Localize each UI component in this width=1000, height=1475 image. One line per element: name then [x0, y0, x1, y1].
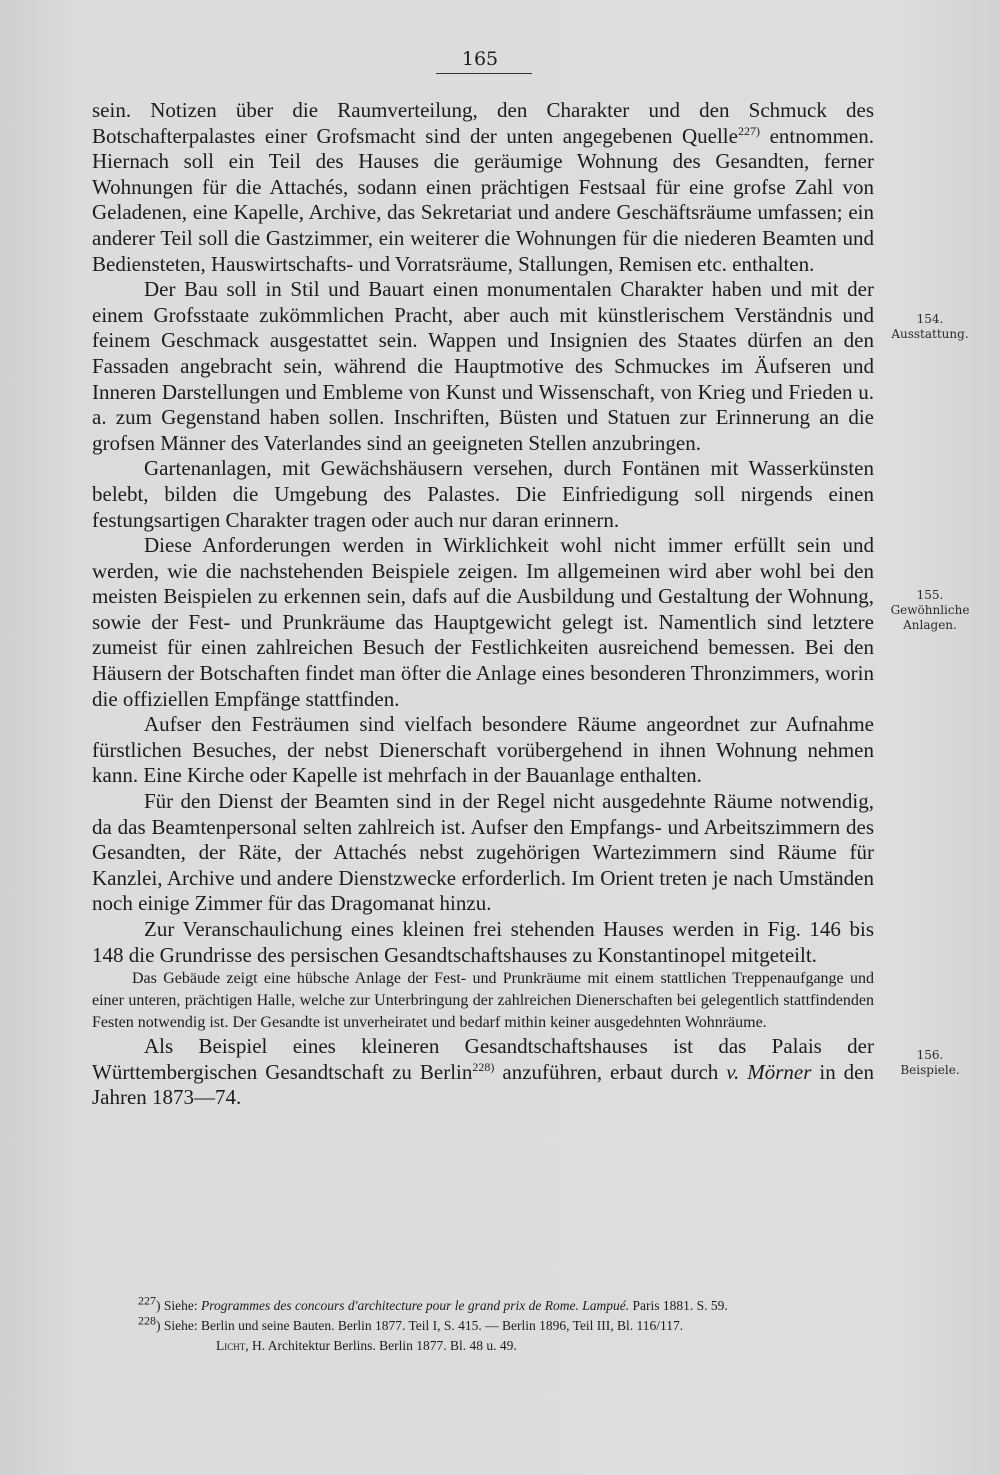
text-run: Das Gebäude zeigt eine hübsche Anlage der Fest- und Prunkräume mit einem stattlichen Treppenaufgange und einer unteren, prächtigen Halle, welche zur Unterbringung der zahlreichen Dienerschaften bei gelegentlich stattfindenden Festen notwendig ist. Der Gesandte ist unverheiratet und bedarf mithin keiner ausgedehnten Wohnräume.	[92, 970, 874, 1032]
paragraph	[92, 1034, 874, 1111]
margin-note-label: Gewöhnliche Anlagen.	[890, 603, 970, 632]
small-print-paragraph	[92, 968, 874, 1034]
margin-note-beispiele	[880, 1048, 980, 1078]
margin-note-ausstattung	[880, 312, 980, 342]
text-run: Der Bau soll in Stil und Bauart einen monumentalen Charakter haben und mit der einem Grofsstaate zukömmlichen Pracht, aber auch mit künstlerischem Verständnis und feinem Geschmack ausgestattet sein. Wappen und Insignien des Staates dürfen an den Fassaden angebracht sein, während die Hauptmotive des Schmuckes im Äufseren und Inneren Darstellungen und Embleme von Kunst und Wissenschaft, von Krieg und Frieden u. a. zum Gegenstand haben sollen. Inschriften, Büsten und Statuen zur Erinnerung an die grofsen Männer des Vaterlandes sind an geeigneten Stellen anzubringen.	[92, 277, 874, 455]
margin-note-number: 155.	[916, 588, 944, 602]
paragraph	[92, 456, 874, 533]
paragraph	[92, 917, 874, 968]
body-text	[92, 98, 874, 1111]
text-run: Gartenanlagen, mit Gewächshäusern versehen, durch Fontänen mit Wasserkünsten belebt, bilden die Umgebung des Palastes. Die Einfriedigung soll nirgends einen festungsartigen Charakter tragen oder auch nur daran erinnern.	[92, 456, 874, 532]
margin-note-gewoehnliche-anlagen	[880, 588, 980, 633]
text-run: entnommen. Hiernach soll ein Teil des Hauses die geräumige Wohnung des Gesandten, ferner Wohnungen für die Attachés, sodann einen prächtigen Festsaal für eine grofse Zahl von Geladenen, eine Kapelle, Archive, das Sekretariat und andere Geschäftsräume umfassen; ein anderer Teil soll die Gastzimmer, ein weiterer die Wohnungen für die niederen Beamten und Bediensteten, Hauswirtschafts- und Vorratsräume, Stallungen, Remisen etc. enthalten.	[92, 123, 874, 276]
footnote-ref: 227)	[737, 123, 760, 138]
footnote-ref: 227	[138, 1293, 156, 1308]
text-run: anzuführen, erbaut durch	[494, 1059, 727, 1084]
footnote-ref: 228	[138, 1313, 156, 1328]
footnotes	[138, 1293, 878, 1356]
small-caps-text: Licht	[216, 1338, 246, 1353]
footnote-ref: 228)	[472, 1059, 495, 1074]
page-number: 165	[461, 48, 499, 70]
page-number-rule	[436, 73, 532, 74]
text-run: in den Jahren 1873—74.	[92, 1059, 874, 1110]
footnote	[138, 1336, 878, 1356]
footnote	[138, 1293, 878, 1316]
italic-text: Programmes des concours d'architecture pour le grand prix de Rome. Lampué.	[201, 1298, 630, 1313]
margin-note-number: 156.	[916, 1048, 944, 1062]
paragraph	[92, 98, 874, 277]
paragraph	[92, 789, 874, 917]
text-run: ) Siehe: Berlin und seine Bauten. Berlin 1877. Teil I, S. 415. — Berlin 1896, Teil III, Bl. 116/117.	[156, 1318, 684, 1333]
margin-note-label: Ausstattung.	[891, 327, 969, 341]
margin-note-number: 154.	[916, 312, 944, 326]
footnote	[138, 1313, 878, 1336]
text-run: , H. Architektur Berlins. Berlin 1877. Bl. 48 u. 49.	[245, 1338, 517, 1353]
text-run: Paris 1881. S. 59.	[629, 1298, 728, 1313]
text-run: ) Siehe:	[156, 1298, 201, 1313]
text-run: sein. Notizen über die Raumverteilung, den Charakter und den Schmuck des Botschafterpalastes einer Grofsmacht sind der unten angegebenen Quelle	[92, 98, 874, 148]
paragraph	[92, 277, 874, 456]
paragraph	[92, 533, 874, 712]
italic-text: v. Mörner	[726, 1059, 812, 1084]
paragraph	[92, 712, 874, 789]
text-run: Für den Dienst der Beamten sind in der Regel nicht ausgedehnte Räume notwendig, da das Beamtenpersonal selten zahlreich ist. Aufser den Empfangs- und Arbeitszimmern des Gesandten, der Räte, der Attachés nebst zugehörigen Wartezimmern sind Räume für Kanzlei, Archive und andere Dienstzwecke erforderlich. Im Orient treten je nach Umständen noch einige Zimmer für das Dragomanat hinzu.	[92, 789, 874, 916]
text-run: Zur Veranschaulichung eines kleinen frei stehenden Hauses werden in Fig. 146 bis 148 die Grundrisse des persischen Gesandtschaftshauses zu Konstantinopel mitgeteilt.	[92, 917, 874, 967]
margin-note-label: Beispiele.	[900, 1063, 960, 1077]
text-run: Aufser den Festräumen sind vielfach besondere Räume angeordnet zur Aufnahme fürstlichen Besuches, der nebst Dienerschaft vorübergehend in ihnen Wohnung nehmen kann. Eine Kirche oder Kapelle ist mehrfach in der Bauanlage enthalten.	[92, 712, 874, 788]
text-run: Diese Anforderungen werden in Wirklichkeit wohl nicht immer erfüllt sein und werden, wie die nachstehenden Beispiele zeigen. Im allgemeinen wird aber wohl bei den meisten Beispielen zu erkennen sein, dafs auf die Ausbildung und Gestaltung der Wohnung, sowie der Fest- und Prunkräume das Hauptgewicht gelegt ist. Namentlich sind letztere zumeist für einen zahlreichen Besuch der Festlichkeiten ausreichend bemessen. Bei den Häusern der Botschaften findet man öfter die Anlage eines besonderen Thronzimmers, worin die offiziellen Empfänge stattfinden.	[92, 533, 874, 711]
text-run: Als Beispiel eines kleineren Gesandtschaftshauses ist das Palais der Württembergischen Gesandtschaft zu Berlin	[92, 1034, 874, 1084]
